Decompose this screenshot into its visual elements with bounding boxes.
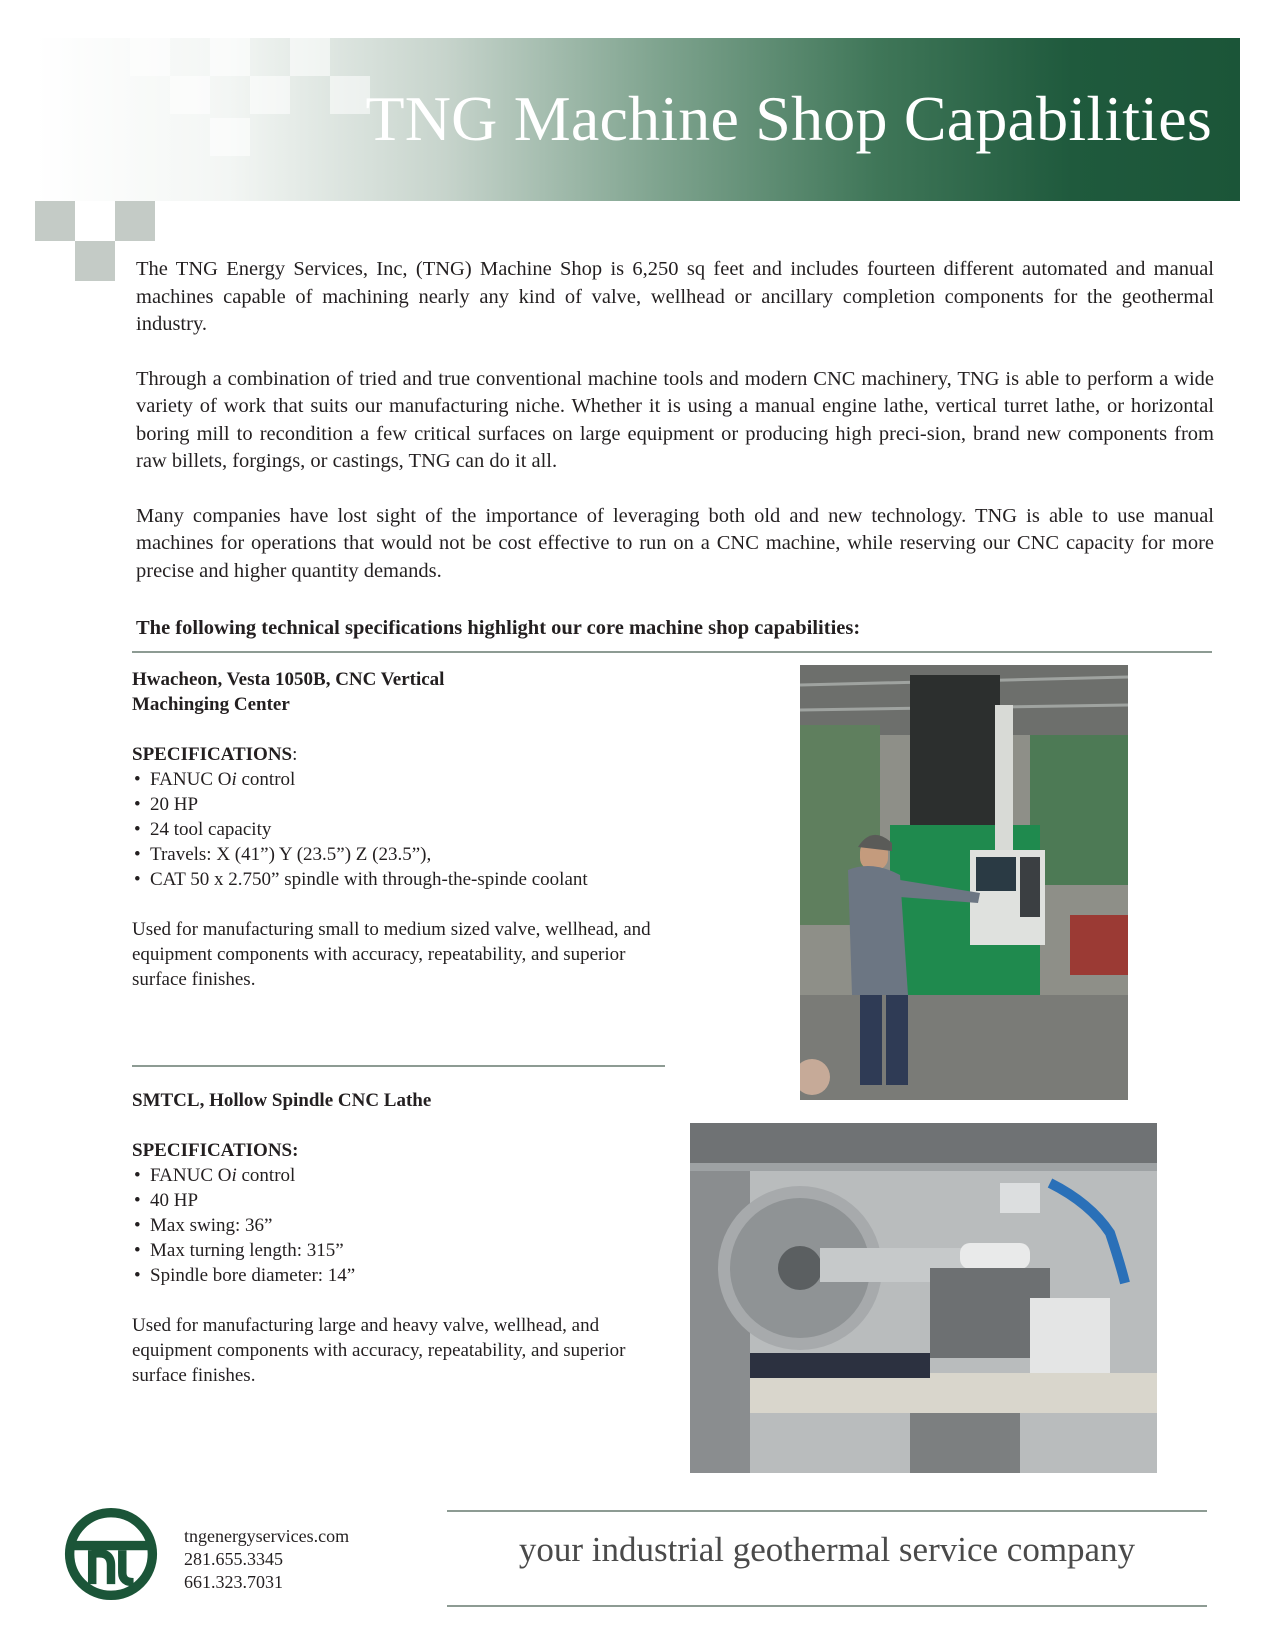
spec-item: • 20 HP bbox=[132, 792, 672, 817]
machine-title: SMTCL, Hollow Spindle CNC Lathe bbox=[132, 1090, 432, 1111]
machine-description: Used for manufacturing small to medium sized valve, wellhead, and equipment components with accuracy, repeatability, and superior surface finishes. bbox=[132, 919, 651, 990]
spec-item: • 24 tool capacity bbox=[132, 817, 672, 842]
specs-lead: The following technical specifications highlight our core machine shop capabilities: bbox=[136, 617, 861, 639]
header-banner bbox=[35, 38, 1240, 201]
cnc-lathe-photo bbox=[690, 1123, 1157, 1473]
intro-text bbox=[136, 256, 1214, 612]
banner-pattern-square bbox=[250, 76, 290, 114]
spec-item: • Max swing: 36” bbox=[132, 1213, 672, 1238]
decorative-square bbox=[35, 201, 75, 241]
intro-paragraph: Through a combination of tried and true conventional machine tools and modern CNC machinery, TNG is able to perform a wide variety of work that suits our manufacturing niche. Whether it is using a manual engine lathe, vertical turret lathe, or horizontal boring mill to recondition a few critical surfaces on large equipment or producing high preci-sion, brand new components from raw billets, forgings, or castings, TNG can do it all. bbox=[136, 367, 1214, 472]
spec-item: • Spindle bore diameter: 14” bbox=[132, 1263, 672, 1288]
specifications-label bbox=[132, 742, 672, 767]
footer-divider bbox=[447, 1510, 1207, 1512]
banner-pattern-square bbox=[130, 38, 170, 76]
banner-pattern-square bbox=[210, 38, 250, 76]
phone-number: 281.655.3345 bbox=[184, 1549, 283, 1569]
spec-item: • FANUC Oi control bbox=[132, 1163, 672, 1188]
spec-item: • Travels: X (41”) Y (23.5”) Z (23.5”), bbox=[132, 842, 672, 867]
specifications-heading: SPECIFICATIONS: bbox=[132, 1140, 299, 1161]
banner-pattern-square bbox=[330, 76, 370, 114]
specifications-heading: SPECIFICATIONS bbox=[132, 744, 293, 765]
footer-divider bbox=[447, 1605, 1207, 1607]
machining-center-image bbox=[800, 665, 1128, 1100]
company-tagline: your industrial geothermal service company bbox=[518, 1530, 1136, 1569]
machining-center-photo bbox=[800, 665, 1128, 1100]
machine-description: Used for manufacturing large and heavy valve, wellhead, and equipment components with accuracy, repeatability, and superior surface finishes. bbox=[132, 1315, 626, 1386]
machine-title bbox=[132, 667, 672, 717]
intro-paragraph: Many companies have lost sight of the importance of leveraging both old and new technology. TNG is able to use manual machines for operations that would not be cost effective to run on a CNC machine, while reserving our CNC capacity for more precise and higher quantity demands. bbox=[136, 504, 1214, 582]
contact-info bbox=[184, 1525, 349, 1594]
spec-item: • 40 HP bbox=[132, 1188, 672, 1213]
specifications-colon: : bbox=[292, 744, 298, 765]
spec-item: • Max turning length: 315” bbox=[132, 1238, 672, 1263]
machine-title-line: Machinging Center bbox=[132, 694, 290, 715]
spec-list bbox=[132, 1163, 672, 1288]
page-title: TNG Machine Shop Capabilities bbox=[365, 83, 1212, 154]
banner-pattern-square bbox=[290, 38, 330, 76]
banner-pattern-square bbox=[210, 118, 250, 156]
banner-pattern-square bbox=[170, 76, 210, 114]
machine-section bbox=[132, 667, 672, 992]
decorative-square bbox=[75, 241, 115, 281]
tng-logo bbox=[64, 1507, 158, 1601]
spec-item: • FANUC Oi control bbox=[132, 767, 672, 792]
spec-item: • CAT 50 x 2.750” spindle with through-the-spinde coolant bbox=[132, 867, 672, 892]
machine-title-line: Hwacheon, Vesta 1050B, CNC Vertical bbox=[132, 669, 445, 690]
section-divider bbox=[132, 1065, 665, 1067]
specifications-label bbox=[132, 1138, 672, 1163]
decorative-square bbox=[115, 201, 155, 241]
phone-number: 661.323.7031 bbox=[184, 1572, 283, 1592]
spec-list bbox=[132, 767, 672, 892]
cnc-lathe-image bbox=[690, 1123, 1157, 1473]
machine-section bbox=[132, 1088, 672, 1388]
website-link[interactable]: tngenergyservices.com bbox=[184, 1526, 350, 1546]
section-divider bbox=[132, 651, 1212, 653]
intro-paragraph: The TNG Energy Services, Inc, (TNG) Machine Shop is 6,250 sq feet and includes fourteen different automated and manual machines capable of machining nearly any kind of valve, wellhead or ancillary completion components for the geothermal industry. bbox=[136, 258, 1214, 335]
